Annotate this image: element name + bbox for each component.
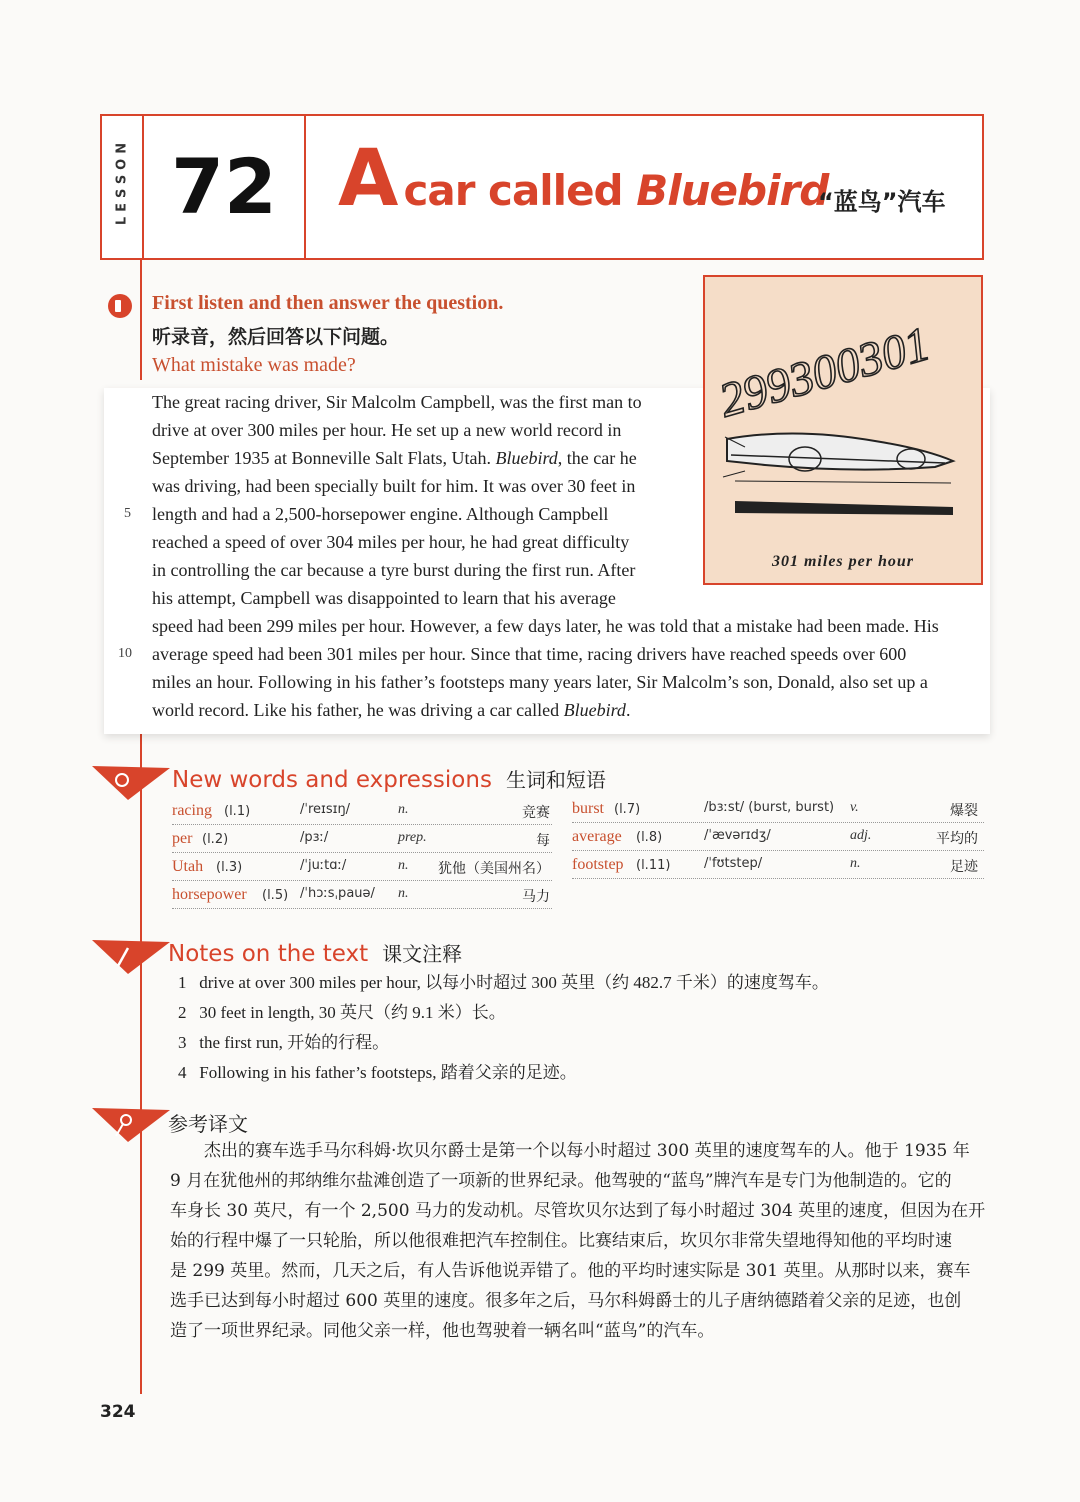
listen-question: What mistake was made? xyxy=(152,354,356,376)
title-initial: A xyxy=(338,134,399,224)
vocab-row xyxy=(172,798,552,825)
vocab-pos: v. xyxy=(850,800,859,815)
passage-line-2: drive at over 300 miles per hour. He set up a new world record in xyxy=(152,420,622,440)
car-shadow xyxy=(735,501,953,515)
notes-flag-icon xyxy=(92,936,172,976)
left-rule-bottom xyxy=(140,734,142,1394)
note-text: the first run, 开始的行程。 xyxy=(199,1033,390,1052)
illustration-bluebird xyxy=(703,275,983,585)
note-text: Following in his father’s footsteps, 踏着父亲的足迹。 xyxy=(199,1063,577,1082)
passage-line-3-italic: Bluebird xyxy=(495,448,558,468)
notes-title-en: Notes on the text xyxy=(168,941,369,967)
vocab-cn: 平均的 xyxy=(936,831,978,847)
passage-line-12-italic: Bluebird xyxy=(563,700,626,720)
vocab-pos: n. xyxy=(398,886,409,901)
page-number: 324 xyxy=(100,1402,136,1422)
lesson-number: 72 xyxy=(144,116,306,258)
lesson-header xyxy=(100,114,984,260)
passage-line-12-tail: . xyxy=(625,700,631,720)
vocab-cn: 每 xyxy=(536,833,550,849)
passage-line-5: length and had a 2,500-horsepower engine. Although Campbell xyxy=(152,504,609,524)
lesson-label: LESSON xyxy=(114,137,130,226)
vocab-ref: (l.3) xyxy=(216,860,243,875)
translation-flag-icon xyxy=(92,1104,172,1144)
vocab-cn: 足迹 xyxy=(950,859,978,875)
vocab-title xyxy=(172,764,606,793)
translation-line-6: 选手已达到每小时超过 600 英里的速度。很多年之后，马尔科姆爵士的儿子唐纳德踏着父亲的足迹，也创 xyxy=(170,1291,962,1311)
speed-numbers: 299300301 xyxy=(713,317,936,428)
vocab-flag-icon xyxy=(92,762,172,802)
vocab-ref: (l.2) xyxy=(202,832,229,847)
translation-line-4: 始的行程中爆了一只轮胎，所以他很难把汽车控制住。比赛结束后，坎贝尔非常失望地得知他的平均时速 xyxy=(170,1231,952,1251)
vocab-pos: n. xyxy=(398,858,409,873)
passage-line-12 xyxy=(152,696,630,724)
line-marker-5: 5 xyxy=(124,506,131,521)
passage-line-3 xyxy=(152,444,637,472)
note-number: 4 xyxy=(178,1063,187,1082)
passage-line-9: speed had been 299 miles per hour. However, a few days later, he was told that a mistake had been made. His xyxy=(152,616,939,636)
vocab-row xyxy=(572,824,984,851)
vocab-ref: (l.8) xyxy=(636,830,663,845)
lesson-label-column xyxy=(102,116,144,258)
vocab-pos: adj. xyxy=(850,828,872,843)
note-text: drive at over 300 miles per hour, 以每小时超过 300 英里（约 482.7 千米）的速度驾车。 xyxy=(199,973,829,992)
vocab-row xyxy=(172,854,552,881)
speaker-icon[interactable] xyxy=(108,294,132,318)
vocab-ipa: /ˈævərɪdʒ/ xyxy=(704,828,771,843)
passage-line-3-text: September 1935 at Bonneville Salt Flats, Utah. xyxy=(152,448,496,468)
passage-line-3-tail: , the car he xyxy=(557,448,637,468)
title-text xyxy=(403,166,828,215)
passage-line-11: miles an hour. Following in his father’s footsteps many years later, Sir Malcolm’s son, Donald, also set up a xyxy=(152,672,928,692)
vocab-ipa: /ˈjuːtɑː/ xyxy=(300,858,347,873)
passage-line-6: reached a speed of over 304 miles per hour, he had great difficulty xyxy=(152,532,630,552)
note-number: 1 xyxy=(178,973,187,992)
vocab-word: Utah xyxy=(172,858,204,875)
vocab-cn: 爆裂 xyxy=(950,803,978,819)
vocab-word: horsepower xyxy=(172,886,247,903)
vocab-ref: (l.1) xyxy=(224,804,251,819)
motion-line-1 xyxy=(735,481,951,483)
translation-line-3: 车身长 30 英尺，有一个 2,500 马力的发动机。尽管坎贝尔达到了每小时超过 304 英里的速度，但因为在开 xyxy=(170,1201,986,1221)
note-number: 3 xyxy=(178,1033,187,1052)
title-italic: Bluebird xyxy=(636,166,829,215)
translation-line-7: 造了一项世界纪录。同他父亲一样，他也驾驶着一辆名叫“蓝鸟”的汽车。 xyxy=(170,1321,715,1341)
listen-instruction-cn: 听录音，然后回答以下问题。 xyxy=(152,326,400,348)
vocab-ipa: /ˈfʊtstep/ xyxy=(704,856,763,871)
notes-title xyxy=(168,938,462,967)
vocab-pos: n. xyxy=(398,802,409,817)
vocab-title-cn: 生词和短语 xyxy=(505,768,606,792)
vocab-pos: prep. xyxy=(398,830,427,845)
note-item xyxy=(178,968,829,993)
translation-title: 参考译文 xyxy=(168,1112,248,1136)
vocab-row xyxy=(572,852,984,879)
vocab-word: racing xyxy=(172,802,212,819)
vocab-word: average xyxy=(572,828,622,845)
note-item xyxy=(178,998,506,1023)
vocab-ref: (l.7) xyxy=(614,802,641,817)
vocab-ipa: /ˈreɪsɪŋ/ xyxy=(300,802,351,817)
vocab-cn: 竞赛 xyxy=(522,805,550,821)
vocab-row xyxy=(572,796,984,823)
vocab-word: per xyxy=(172,830,193,847)
passage-line-8: his attempt, Campbell was disappointed to learn that his average xyxy=(152,588,616,608)
lesson-title xyxy=(338,134,828,224)
notes-title-cn: 课文注释 xyxy=(382,942,463,966)
vocab-row xyxy=(172,826,552,853)
vocab-title-en: New words and expressions xyxy=(172,767,492,793)
translation-line-2: 9 月在犹他州的邦纳维尔盐滩创造了一项新的世界纪录。他驾驶的“蓝鸟”牌汽车是专门为他制造的。它的 xyxy=(170,1171,952,1191)
vocab-ipa: /ˈhɔːsˌpauə/ xyxy=(300,886,375,901)
line-marker-10: 10 xyxy=(118,646,132,661)
note-item xyxy=(178,1058,577,1083)
note-item xyxy=(178,1028,389,1053)
vocab-cn: 犹他（美国州名） xyxy=(438,861,550,877)
vocab-pos: n. xyxy=(850,856,861,871)
passage-line-10: average speed had been 301 miles per hour. Since that time, racing drivers have reached speeds over 600 xyxy=(152,644,907,664)
listen-instruction-en: First listen and then answer the question. xyxy=(152,292,504,314)
vocab-row xyxy=(172,882,552,909)
vocab-ref: (l.11) xyxy=(636,858,671,873)
passage-line-4: was driving, had been specially built for him. It was over 30 feet in xyxy=(152,476,636,496)
passage-line-7: in controlling the car because a tyre burst during the first run. After xyxy=(152,560,636,580)
left-rule-top xyxy=(140,260,142,380)
vocab-cn: 马力 xyxy=(522,889,550,905)
car-drawing xyxy=(705,277,981,583)
passage-line-1: The great racing driver, Sir Malcolm Campbell, was the first man to xyxy=(152,392,642,412)
note-text: 30 feet in length, 30 英尺（约 9.1 米）长。 xyxy=(199,1003,506,1022)
vocab-ipa: /pɜː/ xyxy=(300,830,329,845)
vocab-ipa: /bɜːst/ (burst, burst) xyxy=(704,800,835,815)
note-number: 2 xyxy=(178,1003,187,1022)
translation-line-1: 杰出的赛车选手马尔科姆·坎贝尔爵士是第一个以每小时超过 300 英里的速度驾车的人。他于 1935 年 xyxy=(204,1141,970,1161)
vocab-word: footstep xyxy=(572,856,624,873)
vocab-ref: (l.5) xyxy=(262,888,289,903)
illustration-caption: 301 miles per hour xyxy=(771,553,914,570)
passage-line-12-text: world record. Like his father, he was driving a car called xyxy=(152,700,564,720)
title-rest: car called xyxy=(403,166,637,215)
translation-line-5: 是 299 英里。然而，几天之后，有人告诉他说弄错了。他的平均时速实际是 301 英里。从那时以来，赛车 xyxy=(170,1261,971,1281)
vocab-word: burst xyxy=(572,800,604,817)
lesson-title-chinese: “蓝鸟”汽车 xyxy=(818,188,946,216)
